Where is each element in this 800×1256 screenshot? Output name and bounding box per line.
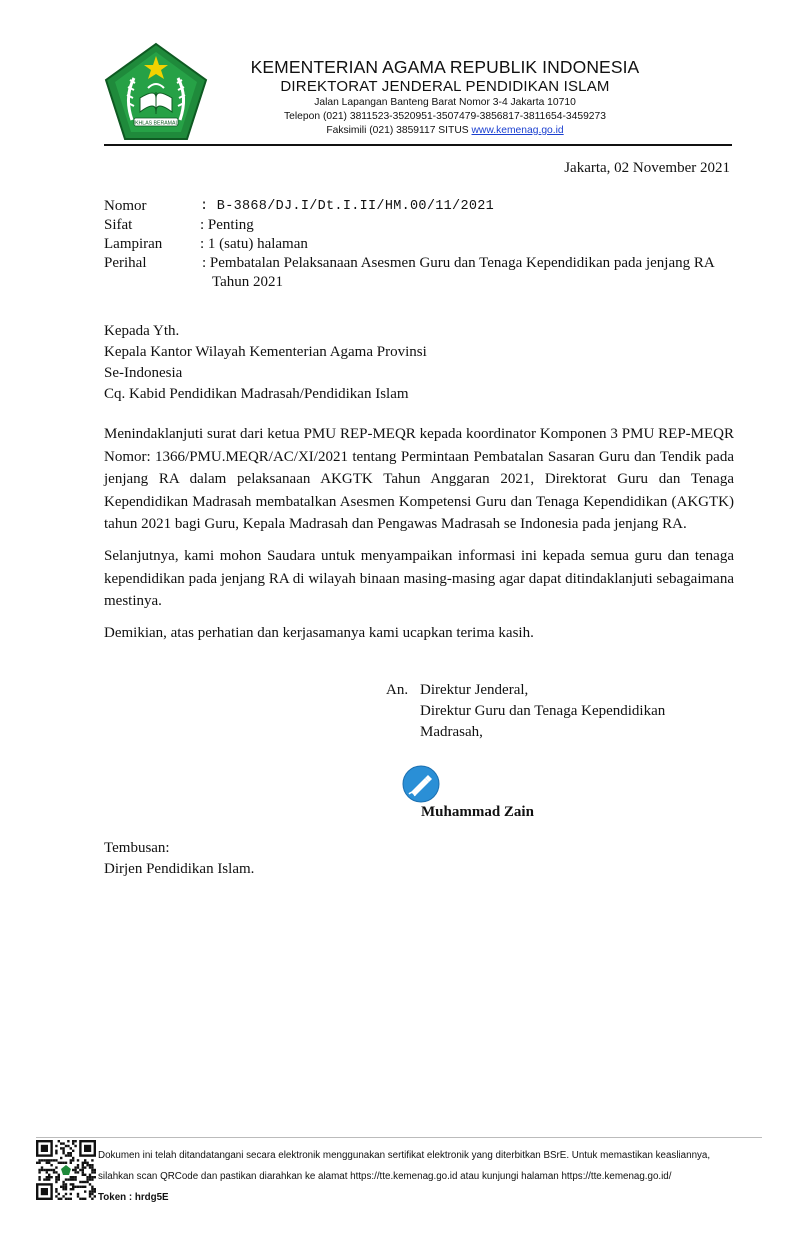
- meta-row-sifat: [104, 216, 734, 235]
- meta-row-perihal: [104, 254, 734, 292]
- recipient-cq: Cq. Kabid Pendidikan Madrasah/Pendidikan Islam: [104, 386, 409, 402]
- lampiran-label: Lampiran: [104, 236, 163, 252]
- website-link[interactable]: www.kemenag.go.id: [471, 125, 564, 136]
- footer-token: Token : hrdg5E: [98, 1192, 169, 1203]
- letterhead-divider: [104, 144, 732, 146]
- body-paragraph-2: Selanjutnya, kami mohon Saudara untuk menyampaikan informasi ini kepada semua guru dan tenaga kependidikan pada jenjang RA di wilayah binaan masing-masing agar dapat ditindaklanjuti sebagaimana mestinya.: [104, 547, 734, 610]
- letter-body: [104, 423, 734, 653]
- letter-date: Jakarta, 02 November 2021: [564, 160, 730, 176]
- body-paragraph-1: Menindaklanjuti surat dari ketua PMU REP-MEQR kepada koordinator Komponen 3 PMU REP-MEQR Nomor: 1366/PMU.MEQR/AC/XI/2021 tentang Permintaan Pembatalan Sasaran Guru dan Tendik pada jenjang RA dalam pelaksanaan AKGTK Tahun Anggaran 2021, Direktorat Guru dan Tenaga Kependidikan Madrasah membatalkan Asesmen Kompetensi Guru dan Tenaga Kependidikan (AKGTK) tahun 2021 bagi Guru, Kepala Madrasah dan Pengawas Madrasah se Indonesia pada jenjang RA.: [104, 426, 734, 533]
- signer-name: Muhammad Zain: [421, 804, 534, 820]
- fax: Faksimili (021) 3859117 SITUS: [326, 125, 472, 136]
- tembusan-block: [104, 838, 254, 880]
- perihal-label: Perihal: [104, 255, 147, 271]
- recipient-block: [104, 321, 427, 405]
- fax-and-site: [226, 124, 664, 138]
- kemenag-emblem-icon: [104, 42, 208, 142]
- an-label: An.: [386, 682, 409, 698]
- phone: Telepon (021) 3811523-3520951-3507479-3856817-3811654-3459273: [284, 111, 606, 122]
- footer-line-2: silahkan scan QRCode dan pastikan diarahkan ke alamat https://tte.kemenag.go.id atau kunjungi halaman https://tte.kemenag.go.id/: [98, 1171, 672, 1182]
- qr-code-icon: [36, 1140, 96, 1200]
- footer-divider: [36, 1137, 762, 1138]
- recipient-greeting: Kepada Yth.: [104, 323, 180, 339]
- tembusan-item: Dirjen Pendidikan Islam.: [104, 861, 255, 877]
- pen-signature-icon: [401, 764, 441, 804]
- signer-role-1: Direktur Jenderal,: [420, 682, 529, 698]
- recipient-region: Se-Indonesia: [104, 365, 183, 381]
- nomor-label: Nomor: [104, 198, 147, 214]
- signer-role-3: Madrasah,: [420, 724, 483, 740]
- perihal-value: : Pembatalan Pelaksanaan Asesmen Guru dan Tenaga Kependidikan pada jenjang RA Tahun 2021: [202, 255, 714, 290]
- sifat-label: Sifat: [104, 217, 133, 233]
- lampiran-value: : 1 (satu) halaman: [200, 236, 308, 252]
- body-paragraph-3: Demikian, atas perhatian dan kerjasamanya kami ucapkan terima kasih.: [104, 624, 534, 641]
- address: Jalan Lapangan Banteng Barat Nomor 3-4 Jakarta 10710: [314, 97, 576, 108]
- recipient-title: Kepala Kantor Wilayah Kementerian Agama Provinsi: [104, 344, 427, 360]
- logo-motto: IKHLAS BERAMAL: [133, 120, 179, 127]
- e-signature-footer: [98, 1145, 778, 1208]
- nomor-value: : B-3868/DJ.I/Dt.I.II/HM.00/11/2021: [200, 199, 495, 214]
- letter-meta: [104, 197, 734, 292]
- tembusan-label: Tembusan:: [104, 840, 170, 856]
- footer-line-1: Dokumen ini telah ditandatangani secara elektronik menggunakan sertifikat elektronik yang diterbitkan BSrE. Untuk memastikan keasliannya,: [98, 1150, 711, 1161]
- ministry-name: KEMENTERIAN AGAMA REPUBLIK INDONESIA: [250, 57, 640, 77]
- directorate-name: DIREKTORAT JENDERAL PENDIDIKAN ISLAM: [280, 78, 610, 95]
- meta-row-nomor: [104, 197, 734, 216]
- sifat-value: : Penting: [200, 217, 254, 233]
- signer-role-2: Direktur Guru dan Tenaga Kependidikan: [420, 703, 666, 719]
- letterhead: [226, 56, 664, 138]
- meta-row-lampiran: [104, 235, 734, 254]
- signature-block: [386, 680, 665, 743]
